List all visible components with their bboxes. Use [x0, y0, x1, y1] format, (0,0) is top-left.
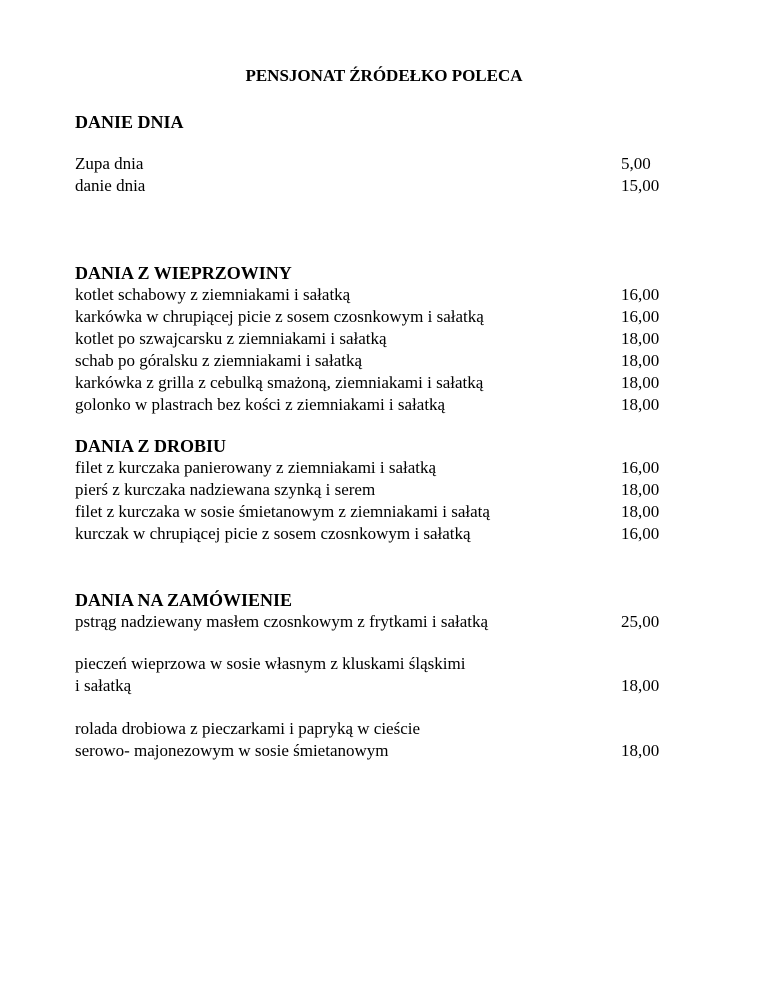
menu-item-price: 16,00: [621, 524, 660, 543]
menu-item-name: pstrąg nadziewany masłem czosnkowym z frytkami i sałatką: [75, 612, 489, 631]
menu-item-price: 16,00: [621, 285, 660, 304]
section-heading-wieprzowina: DANIA Z WIEPRZOWINY: [75, 263, 292, 283]
menu-item: [75, 153, 695, 175]
menu-item: [75, 306, 695, 328]
menu-item-price: 18,00: [621, 329, 660, 348]
menu-item-price: 18,00: [621, 502, 660, 521]
menu-item-price: 18,00: [621, 373, 660, 392]
menu-item-name-line1: pieczeń wieprzowa w sosie własnym z kluskami śląskimi: [75, 654, 466, 673]
menu-item-price: 18,00: [621, 480, 660, 499]
section-heading-na-zamowienie: DANIA NA ZAMÓWIENIE: [75, 590, 293, 610]
menu-item-name-line1: rolada drobiowa z pieczarkami i papryką w cieście: [75, 719, 421, 738]
menu-item: [75, 501, 695, 523]
menu-item: [75, 523, 695, 545]
menu-item-price: 18,00: [621, 676, 660, 695]
menu-item-price: 18,00: [621, 395, 660, 414]
menu-item: [75, 328, 695, 350]
menu-item-name: Zupa dnia: [75, 154, 144, 173]
section-heading-danie-dnia: DANIE DNIA: [75, 112, 184, 132]
menu-item: [75, 350, 695, 372]
menu-item-name: kotlet po szwajcarsku z ziemniakami i sałatką: [75, 329, 387, 348]
page-title: [0, 66, 768, 86]
menu-item: [75, 479, 695, 501]
menu-item-name: kurczak w chrupiącej picie z sosem czosnkowym i sałatką: [75, 524, 471, 543]
menu-item-price: 16,00: [621, 307, 660, 326]
menu-item-price: 5,00: [621, 154, 651, 173]
menu-item: [75, 457, 695, 479]
menu-item-name: karkówka w chrupiącej picie z sosem czosnkowym i sałatką: [75, 307, 484, 326]
menu-item-price: 18,00: [621, 351, 660, 370]
menu-item-name: filet z kurczaka panierowany z ziemniakami i sałatką: [75, 458, 437, 477]
menu-item: [75, 653, 695, 697]
menu-item-name: danie dnia: [75, 176, 146, 195]
menu-item-name: pierś z kurczaka nadziewana szynką i serem: [75, 480, 376, 499]
menu-item-name: schab po góralsku z ziemniakami i sałatką: [75, 351, 363, 370]
menu-item-name-line2: serowo- majonezowym w sosie śmietanowym: [75, 741, 389, 760]
menu-item: [75, 284, 695, 306]
menu-item: [75, 175, 695, 197]
menu-item-price: 18,00: [621, 741, 660, 760]
menu-item: [75, 394, 695, 416]
menu-item-price: 15,00: [621, 176, 660, 195]
page-title-text: PENSJONAT ŹRÓDEŁKO POLECA: [245, 66, 523, 85]
menu-item-price: 25,00: [621, 612, 660, 631]
menu-item: [75, 718, 695, 762]
menu-item-name: kotlet schabowy z ziemniakami i sałatką: [75, 285, 351, 304]
menu-item-name: golonko w plastrach bez kości z ziemniakami i sałatką: [75, 395, 446, 414]
menu-item-name: filet z kurczaka w sosie śmietanowym z ziemniakami i sałatą: [75, 502, 490, 521]
menu-item: [75, 372, 695, 394]
menu-item-price: 16,00: [621, 458, 660, 477]
section-heading-drob: DANIA Z DROBIU: [75, 436, 227, 456]
menu-item: [75, 611, 695, 633]
menu-item-name: karkówka z grilla z cebulką smażoną, ziemniakami i sałatką: [75, 373, 484, 392]
menu-item-name-line2: i sałatką: [75, 676, 132, 695]
